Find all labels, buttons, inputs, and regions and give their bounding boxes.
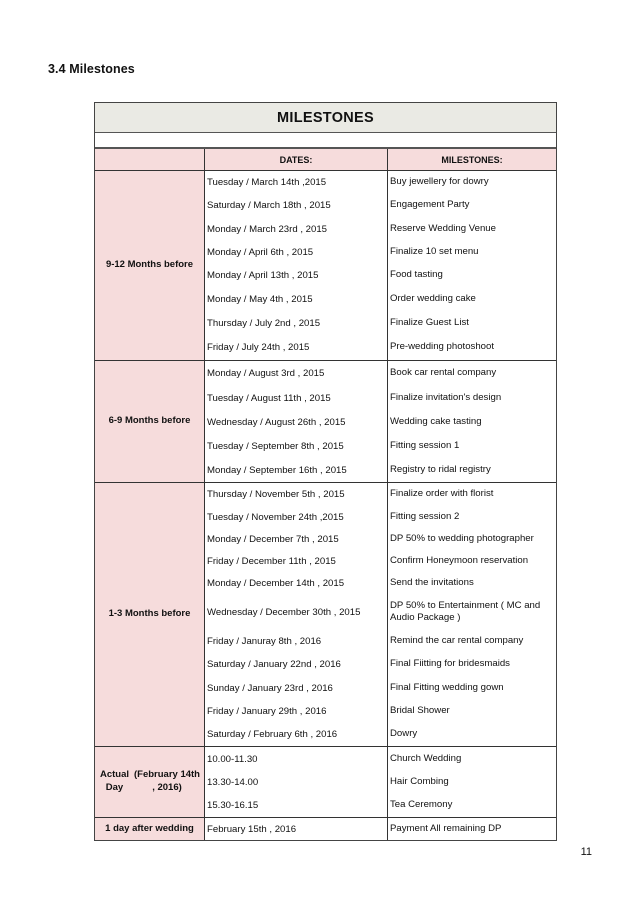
table-row bbox=[205, 335, 556, 360]
date-cell: Thursday / July 2nd , 2015 bbox=[205, 311, 388, 335]
table-row bbox=[205, 458, 556, 482]
date-cell: Friday / December 11th , 2015 bbox=[205, 550, 388, 572]
milestone-cell: Finalize invitation's design bbox=[390, 391, 502, 403]
date-cell: Monday / April 6th , 2015 bbox=[205, 241, 388, 264]
table-spacer-row bbox=[95, 133, 556, 148]
table-row bbox=[205, 217, 556, 241]
milestone-cell: Final Fiitting for bridesmaids bbox=[390, 658, 510, 670]
group-actual-day bbox=[95, 747, 556, 818]
milestones-table bbox=[94, 102, 557, 841]
date-cell: Wednesday / August 26th , 2015 bbox=[205, 410, 388, 434]
group-1-3-months bbox=[95, 483, 556, 747]
milestone-cell: Registry to ridal registry bbox=[390, 463, 491, 475]
group-label: 1-3 Months before bbox=[95, 483, 205, 746]
date-cell: Tuesday / November 24th ,2015 bbox=[205, 506, 388, 528]
milestone-cell: Engagement Party bbox=[390, 199, 470, 211]
date-cell: 13.30-14.00 bbox=[205, 771, 388, 794]
table-row bbox=[205, 700, 556, 723]
table-row bbox=[205, 653, 556, 676]
group-label bbox=[95, 747, 205, 817]
header-milestones: MILESTONES: bbox=[441, 154, 503, 165]
table-row bbox=[205, 506, 556, 528]
table-row bbox=[205, 386, 556, 410]
date-cell: Friday / January 29th , 2016 bbox=[205, 700, 388, 723]
table-row bbox=[205, 483, 556, 506]
milestone-cell: Dowry bbox=[390, 728, 418, 740]
date-cell: Sunday / January 23rd , 2016 bbox=[205, 676, 388, 700]
date-cell: Tuesday / March 14th ,2015 bbox=[205, 171, 388, 194]
group-label-line2: (February 14th , 2016) bbox=[134, 769, 200, 793]
milestone-cell: Finalize Guest List bbox=[390, 316, 469, 328]
milestone-cell: Hair Combing bbox=[390, 776, 449, 788]
group-6-9-months bbox=[95, 361, 556, 483]
table-row bbox=[205, 241, 556, 264]
section-heading: 3.4 Milestones bbox=[48, 62, 135, 76]
milestone-cell: Food tasting bbox=[390, 269, 443, 281]
group-9-12-months bbox=[95, 171, 556, 361]
group-label: 1 day after wedding bbox=[95, 818, 205, 840]
milestone-cell: Wedding cake tasting bbox=[390, 415, 482, 427]
date-cell: Monday / December 14th , 2015 bbox=[205, 572, 388, 594]
milestone-cell: Bridal Shower bbox=[390, 705, 450, 717]
table-row bbox=[205, 572, 556, 594]
milestone-cell: Fitting session 1 bbox=[390, 439, 460, 451]
date-cell: Monday / August 3rd , 2015 bbox=[205, 361, 388, 386]
table-title: MILESTONES bbox=[95, 103, 556, 133]
table-row bbox=[205, 194, 556, 217]
milestone-cell: Payment All remaining DP bbox=[390, 822, 502, 834]
milestone-cell: Fitting session 2 bbox=[390, 510, 460, 522]
milestone-cell: Buy jewellery for dowry bbox=[390, 176, 489, 188]
date-cell: Tuesday / August 11th , 2015 bbox=[205, 386, 388, 410]
date-cell: Monday / March 23rd , 2015 bbox=[205, 217, 388, 241]
table-row bbox=[205, 630, 556, 653]
table-row bbox=[205, 594, 556, 630]
date-cell: Friday / July 24th , 2015 bbox=[205, 335, 388, 360]
milestone-cell: Finalize order with florist bbox=[390, 488, 494, 500]
milestone-cell: Pre-wedding photoshoot bbox=[390, 341, 495, 353]
page-number: 11 bbox=[580, 846, 592, 858]
table-row bbox=[205, 264, 556, 287]
date-cell: Saturday / February 6th , 2016 bbox=[205, 723, 388, 746]
milestone-cell: Final Fitting wedding gown bbox=[390, 681, 504, 693]
milestone-cell: Confirm Honeymoon reservation bbox=[390, 554, 529, 566]
date-cell: Monday / April 13th , 2015 bbox=[205, 264, 388, 287]
milestone-cell: DP 50% to wedding photographer bbox=[390, 532, 534, 544]
table-row bbox=[205, 171, 556, 194]
group-label: 9-12 Months before bbox=[95, 171, 205, 360]
table-row bbox=[205, 287, 556, 311]
date-cell: Thursday / November 5th , 2015 bbox=[205, 483, 388, 506]
milestone-cell: Remind the car rental company bbox=[390, 635, 524, 647]
table-row bbox=[205, 771, 556, 794]
date-cell: Monday / September 16th , 2015 bbox=[205, 458, 388, 482]
milestone-cell: DP 50% to Entertainment ( MC and Audio Package ) bbox=[390, 599, 541, 623]
date-cell: Monday / May 4th , 2015 bbox=[205, 287, 388, 311]
table-row bbox=[205, 794, 556, 817]
table-row bbox=[205, 550, 556, 572]
table-row bbox=[205, 676, 556, 700]
header-dates: DATES: bbox=[205, 149, 388, 170]
milestone-cell: Church Wedding bbox=[390, 752, 462, 764]
milestone-cell: Finalize 10 set menu bbox=[390, 246, 479, 258]
milestone-cell: Tea Ceremony bbox=[390, 799, 453, 811]
milestone-cell: Reserve Wedding Venue bbox=[390, 222, 496, 234]
date-cell: February 15th , 2016 bbox=[205, 818, 388, 840]
date-cell: Friday / Januray 8th , 2016 bbox=[205, 630, 388, 653]
table-row bbox=[205, 723, 556, 746]
date-cell: 10.00-11.30 bbox=[205, 747, 388, 771]
date-cell: Tuesday / September 8th , 2015 bbox=[205, 434, 388, 458]
group-day-after bbox=[95, 818, 556, 840]
table-row bbox=[205, 410, 556, 434]
table-row bbox=[205, 434, 556, 458]
date-cell: Monday / December 7th , 2015 bbox=[205, 528, 388, 550]
table-row bbox=[205, 528, 556, 550]
header-group-cell bbox=[95, 149, 205, 170]
date-cell: 15.30-16.15 bbox=[205, 794, 388, 817]
milestone-cell: Book car rental company bbox=[390, 367, 497, 379]
milestone-cell: Order wedding cake bbox=[390, 292, 476, 304]
table-row bbox=[205, 747, 556, 771]
milestone-cell: Send the invitations bbox=[390, 576, 474, 588]
date-cell: Saturday / March 18th , 2015 bbox=[205, 194, 388, 217]
date-cell: Wednesday / December 30th , 2015 bbox=[205, 594, 388, 630]
table-row bbox=[205, 311, 556, 335]
date-cell: Saturday / January 22nd , 2016 bbox=[205, 653, 388, 676]
table-row bbox=[205, 361, 556, 386]
group-label: 6-9 Months before bbox=[95, 361, 205, 482]
table-header-row bbox=[95, 149, 556, 171]
table-row bbox=[205, 818, 556, 840]
group-label-line1: Actual Day bbox=[99, 769, 130, 793]
